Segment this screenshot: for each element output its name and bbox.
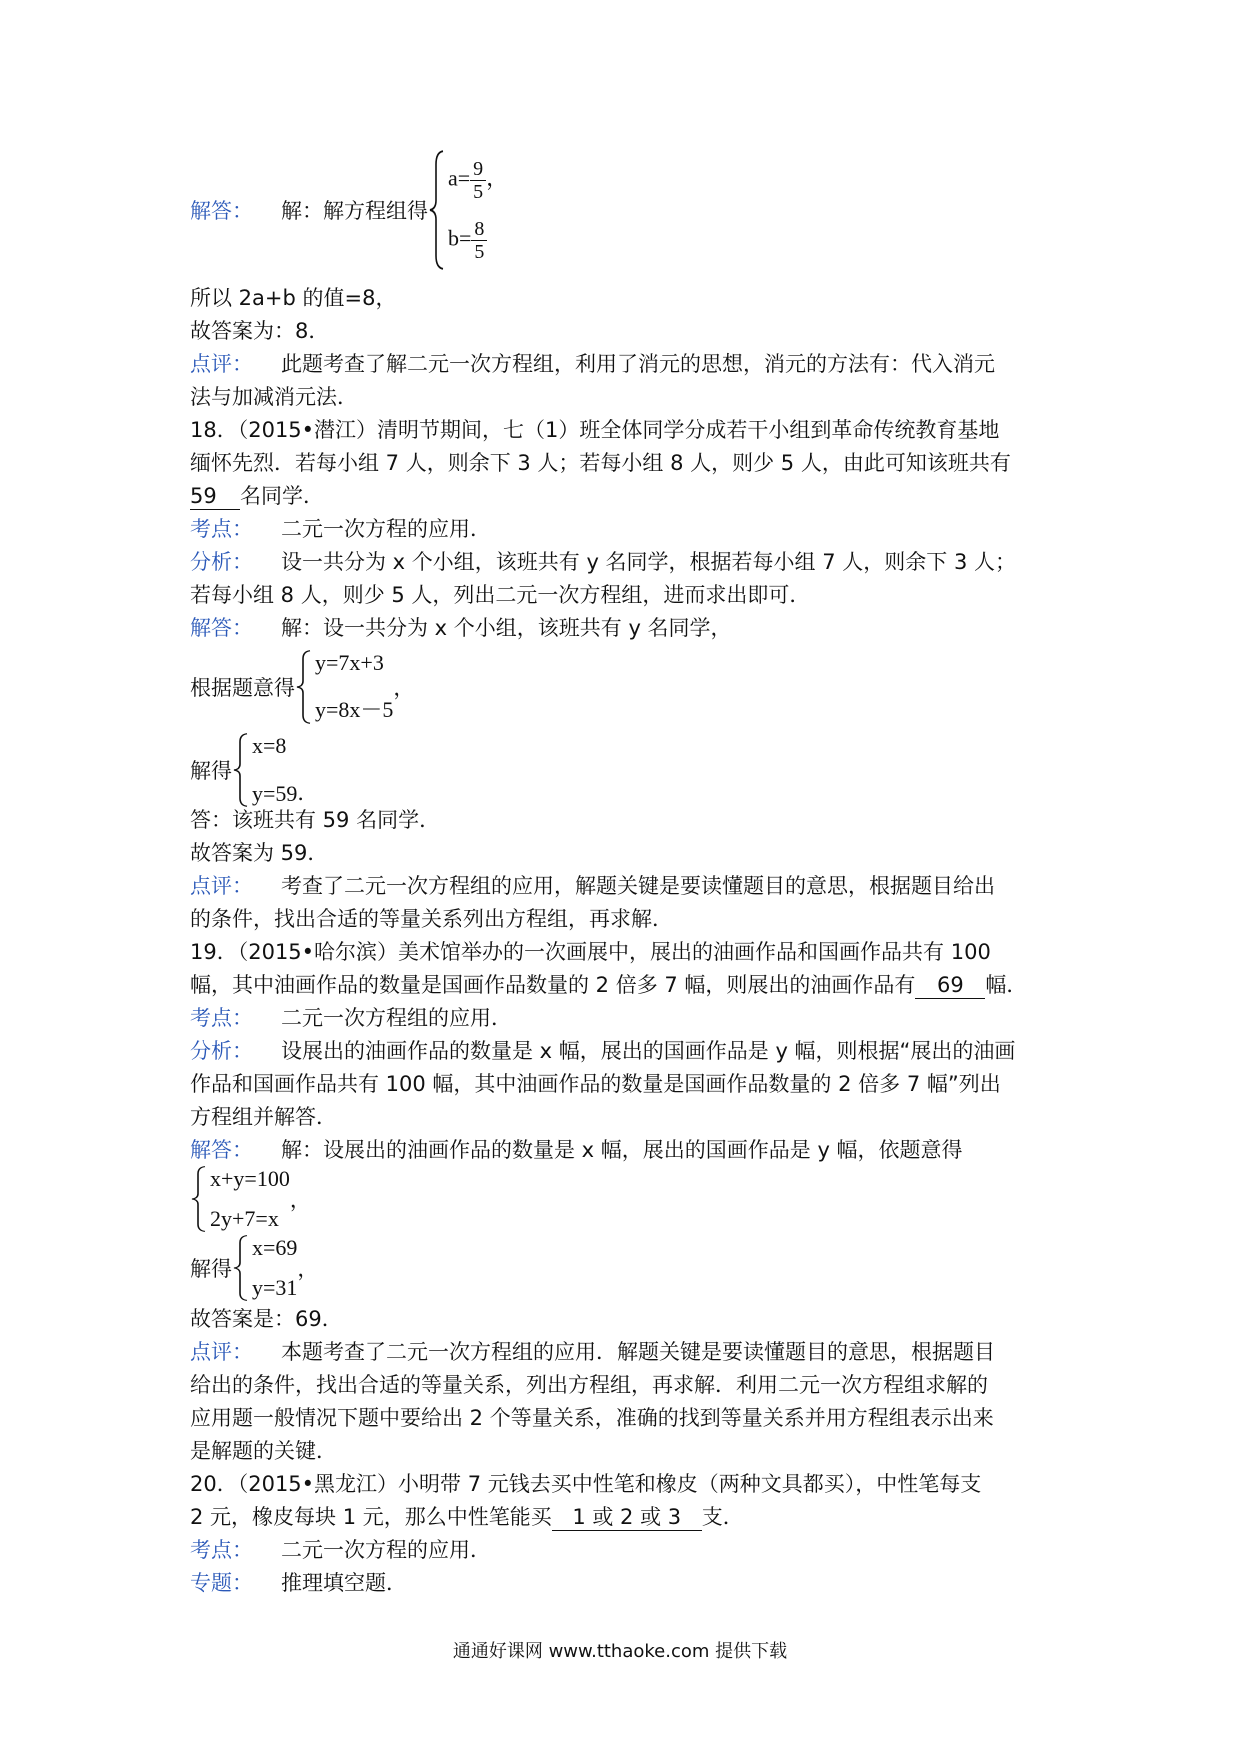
q19-final-answer: 故答案是：69． xyxy=(190,1307,343,1331)
q18-conclusion: 答：该班共有 59 名同学． xyxy=(190,808,441,832)
q19-analysis-cont: 作品和国画作品共有 100 幅，其中油画作品的数量是国画作品数量的 2 倍多 7 幅”列出 xyxy=(190,1072,1001,1096)
page-footer: 通通好课网 www.tthaoke.com 提供下载 xyxy=(452,1641,788,1662)
q18-question-line2: 缅怀先烈．若每小组 7 人，则余下 3 人；若每小组 8 人，则少 5 人，由此可知该班共有 xyxy=(190,451,1011,475)
equation: y=59 xyxy=(252,781,298,806)
comment-label: 点评： xyxy=(190,352,253,376)
q18-comment: 点评： 考查了二元一次方程组的应用，解题关键是要读懂题目的意思，根据题目给出 xyxy=(190,874,995,898)
equation: y=31 xyxy=(252,1275,298,1300)
q17-eq-b: b= $\frac{8}{5}$ xyxy=(448,218,508,263)
fraction: $\frac{9}{5}$ xyxy=(470,158,486,203)
q19-comment-cont: 给出的条件，找出合适的等量关系，列出方程组，再求解．利用二元一次方程组求解的 xyxy=(190,1373,988,1397)
q18-final-answer: 故答案为 59． xyxy=(190,841,329,865)
q18-system-solution: 解得 x=8 y=59 ． xyxy=(190,733,319,806)
q19-comment-cont3: 是解题的关键． xyxy=(190,1439,337,1463)
left-brace-icon xyxy=(232,1235,250,1301)
q19-comment-cont2: 应用题一般情况下题中要给出 2 个等量关系，准确的找到等量关系并用方程组表示出来 xyxy=(190,1406,994,1430)
q19-system-solution: 解得 x=69 y=31 ， xyxy=(190,1235,319,1300)
q18-answer: 解答： 解：设一共分为 x 个小组，该班共有 y 名同学， xyxy=(190,616,732,640)
q19-answer-blank: 69 xyxy=(915,972,985,999)
q18-kaodian: 考点： 二元一次方程的应用． xyxy=(190,517,491,541)
q19-question-line1: 19．（2015•哈尔滨）美术馆举办的一次画展中，展出的油画作品和国画作品共有 100 xyxy=(190,940,991,964)
q17-eq-a: a= $\frac{9}{5}$ ， xyxy=(448,157,509,203)
q18-analysis: 分析： 设一共分为 x 个小组，该班共有 y 名同学，根据若每小组 7 人，则余下 3 人； xyxy=(190,550,1016,574)
q19-system-equations: x+y=100 2y+7=x ， xyxy=(190,1166,311,1232)
equation: x=69 xyxy=(252,1235,298,1260)
q20-question-line1: 20．（2015•黑龙江）小明带 7 元钱去买中性笔和橡皮（两种文具都买），中性笔每支 xyxy=(190,1472,982,1496)
fraction: $\frac{8}{5}$ xyxy=(471,218,487,263)
left-brace-icon xyxy=(428,150,446,270)
q20-zhuanti: 专题： 推理填空题． xyxy=(190,1571,407,1595)
q20-kaodian: 考点： 二元一次方程的应用． xyxy=(190,1538,491,1562)
q18-answer-blank: 59 xyxy=(190,483,240,510)
q17-comment-cont: 法与加减消元法． xyxy=(190,385,358,409)
left-brace-icon xyxy=(295,650,313,724)
q17-equations xyxy=(446,150,508,270)
equation: x+y=100 xyxy=(210,1166,290,1191)
q18-question-line1: 18．（2015•潜江）清明节期间，七（1）班全体同学分成若干小组到革命传统教育基地 xyxy=(190,418,1000,442)
left-brace-icon xyxy=(232,733,250,807)
equation: y=8x－5 xyxy=(315,697,394,722)
q19-answer: 解答： 解：设展出的油画作品的数量是 x 幅，展出的国画作品是 y 幅，依题意得 xyxy=(190,1138,963,1162)
q18-system-equations: 根据题意得 y=7x+3 y=8x－5 ， xyxy=(190,650,415,722)
q18-question-line3: 59 名同学． xyxy=(190,484,324,508)
q17-line-final: 故答案为：8． xyxy=(190,319,330,343)
q20-question-line2: 2 元，橡皮每块 1 元，那么中性笔能买 1 或 2 或 3 支． xyxy=(190,1505,744,1529)
q20-answer-blank: 1 或 2 或 3 xyxy=(552,1504,702,1531)
equation: y=7x+3 xyxy=(315,650,384,675)
q19-kaodian: 考点： 二元一次方程组的应用． xyxy=(190,1006,512,1030)
equation: 2y+7=x xyxy=(210,1206,279,1231)
q17-line-value: 所以 2a+b 的值=8， xyxy=(190,286,397,310)
q18-comment-cont: 的条件，找出合适的等量关系列出方程组，再求解． xyxy=(190,907,673,931)
q19-comment: 点评： 本题考查了二元一次方程组的应用．解题关键是要读懂题目的意思，根据题目 xyxy=(190,1340,995,1364)
left-brace-icon xyxy=(190,1166,208,1232)
q18-analysis-cont: 若每小组 8 人，则少 5 人，列出二元一次方程组，进而求出即可． xyxy=(190,583,811,607)
q17-answer-intro: 解：解方程组得 xyxy=(281,199,428,223)
q17-brace-group xyxy=(428,150,508,270)
q19-analysis: 分析： 设展出的油画作品的数量是 x 幅，展出的国画作品是 y 幅，则根据“展出的油画 xyxy=(190,1039,1016,1063)
q17-answer-label: 解答： xyxy=(190,199,253,223)
q17-comment: 点评： 此题考查了解二元一次方程组，利用了消元的思想，消元的方法有：代入消元 xyxy=(190,352,995,376)
q19-question-line2: 幅，其中油画作品的数量是国画作品数量的 2 倍多 7 幅，则展出的油画作品有 69 幅． xyxy=(190,973,1028,997)
q17-solution-system xyxy=(190,150,508,270)
q19-analysis-cont2: 方程组并解答． xyxy=(190,1105,337,1129)
equation: x=8 xyxy=(252,733,287,758)
